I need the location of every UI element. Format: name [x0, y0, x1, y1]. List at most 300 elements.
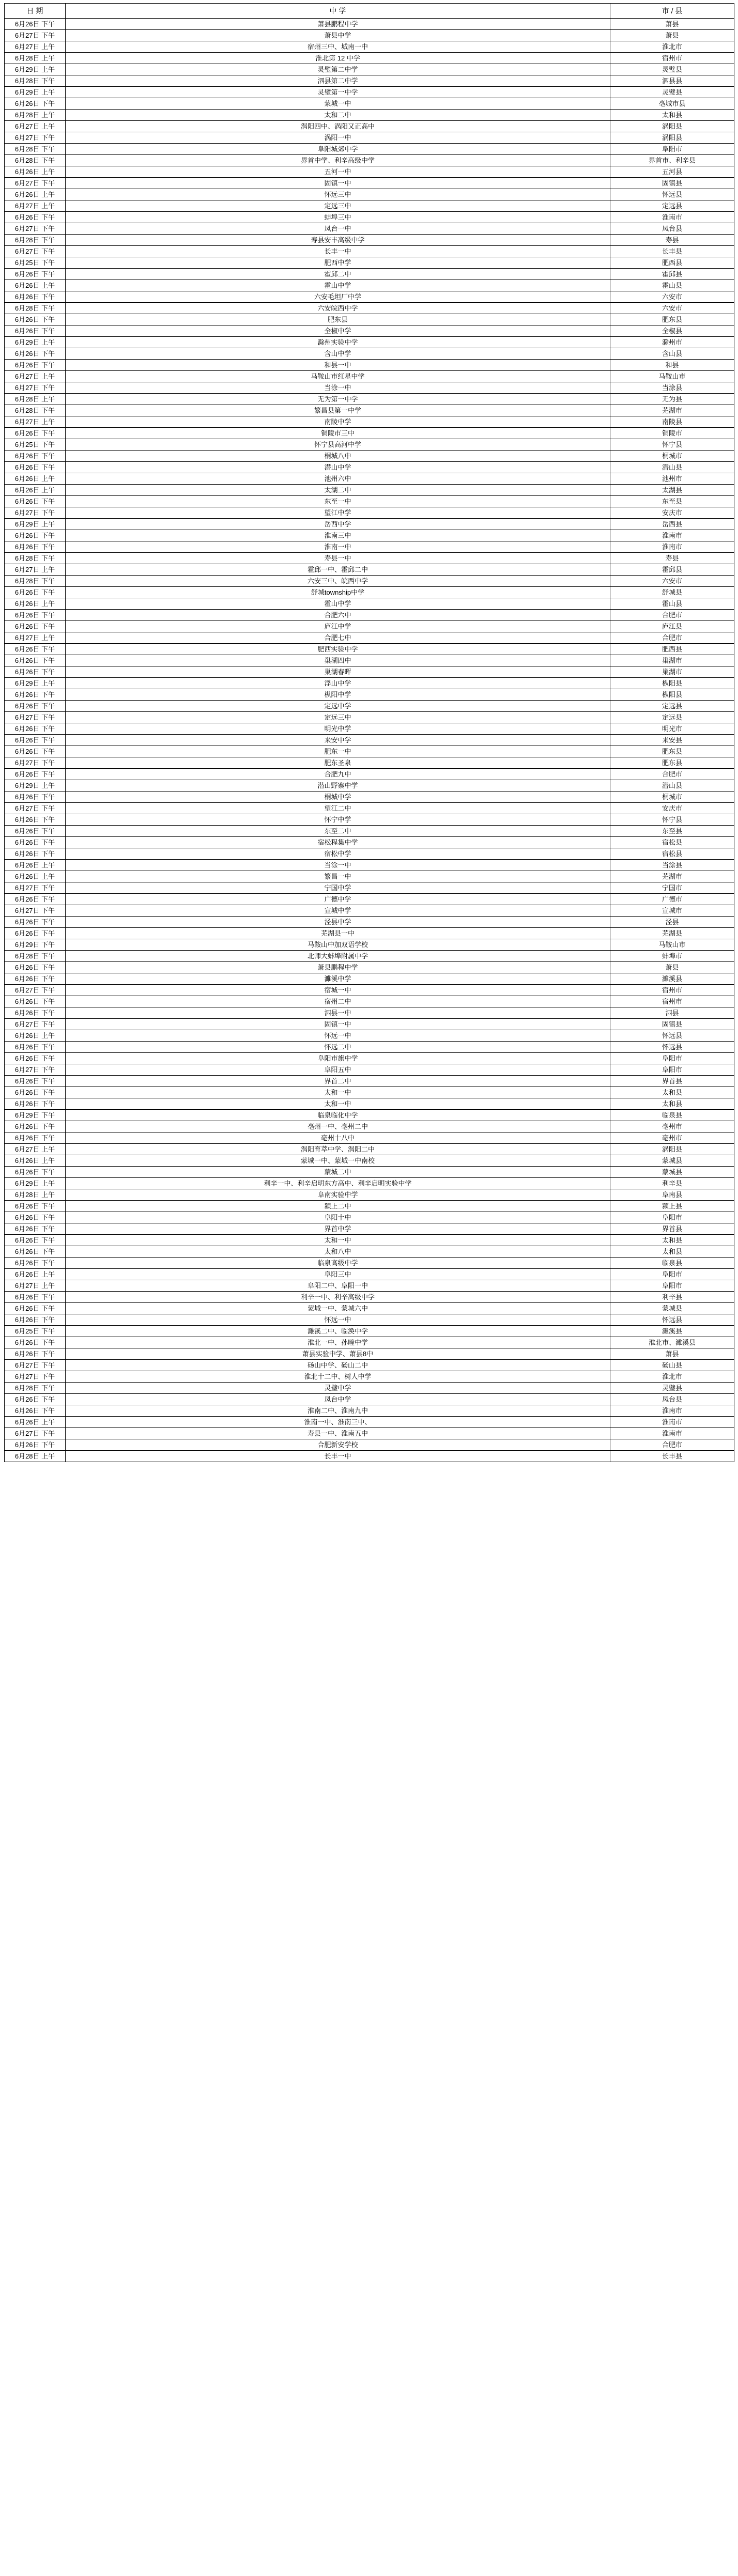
table-row: [5, 405, 734, 416]
cell-school: 桐城中学: [66, 792, 610, 803]
table-row: [5, 553, 734, 564]
cell-school: 阜阳十中: [66, 1212, 610, 1223]
table-row: [5, 1451, 734, 1462]
table-row: [5, 1110, 734, 1121]
cell-school: 怀远二中: [66, 1042, 610, 1053]
table-row: [5, 439, 734, 451]
cell-date: 6月26日 下午: [5, 1121, 66, 1132]
cell-school: 舒城township中学: [66, 587, 610, 598]
table-row: [5, 1201, 734, 1212]
table-row: [5, 530, 734, 541]
cell-date: 6月26日 下午: [5, 98, 66, 110]
cell-date: 6月27日 下午: [5, 382, 66, 394]
cell-date: 6月25日 下午: [5, 1326, 66, 1337]
cell-school: 蒙城一中、蒙城六中: [66, 1303, 610, 1314]
cell-city: 阜阳市: [610, 1064, 734, 1076]
cell-date: 6月26日 上午: [5, 189, 66, 200]
table-row: [5, 1155, 734, 1167]
cell-date: 6月27日 下午: [5, 30, 66, 41]
cell-city: 界首县: [610, 1223, 734, 1235]
cell-city: 枞阳县: [610, 689, 734, 701]
table-row: [5, 621, 734, 632]
cell-school: 濉溪二中、临涣中学: [66, 1326, 610, 1337]
cell-date: 6月26日 下午: [5, 655, 66, 666]
table-row: [5, 666, 734, 678]
cell-city: 安庆市: [610, 507, 734, 519]
cell-city: 桐城市: [610, 792, 734, 803]
cell-city: 肥西县: [610, 257, 734, 269]
cell-date: 6月26日 下午: [5, 1348, 66, 1360]
cell-date: 6月26日 上午: [5, 871, 66, 882]
cell-date: 6月29日 下午: [5, 1110, 66, 1121]
cell-school: 寿县安丰高级中学: [66, 235, 610, 246]
cell-date: 6月28日 下午: [5, 1383, 66, 1394]
cell-date: 6月28日 下午: [5, 235, 66, 246]
cell-date: 6月26日 下午: [5, 1212, 66, 1223]
cell-city: 蒙城县: [610, 1303, 734, 1314]
cell-city: 全椒县: [610, 325, 734, 337]
cell-city: 潜山县: [610, 780, 734, 792]
table-row: [5, 121, 734, 132]
cell-date: 6月26日 下午: [5, 1258, 66, 1269]
cell-school: 太和二中: [66, 110, 610, 121]
cell-city: 固镇县: [610, 1019, 734, 1030]
cell-school: 当涂一中: [66, 382, 610, 394]
schedule-table: [4, 3, 734, 1462]
cell-school: 潜山中学: [66, 462, 610, 473]
table-row: [5, 1042, 734, 1053]
table-row: [5, 655, 734, 666]
cell-date: 6月27日 下午: [5, 507, 66, 519]
cell-date: 6月28日 上午: [5, 53, 66, 64]
table-row: [5, 98, 734, 110]
cell-city: 阜阳市: [610, 1269, 734, 1280]
cell-school: 广德中学: [66, 894, 610, 905]
table-row: [5, 1030, 734, 1042]
cell-school: 巢湖四中: [66, 655, 610, 666]
cell-date: 6月26日 下午: [5, 621, 66, 632]
cell-date: 6月26日 上午: [5, 1155, 66, 1167]
cell-city: 凤台县: [610, 1394, 734, 1405]
cell-date: 6月26日 下午: [5, 212, 66, 223]
cell-school: 合肥六中: [66, 610, 610, 621]
cell-date: 6月27日 上午: [5, 200, 66, 212]
cell-school: 蒙城一中: [66, 98, 610, 110]
cell-date: 6月27日 下午: [5, 1428, 66, 1439]
table-row: [5, 382, 734, 394]
cell-school: 合肥九中: [66, 769, 610, 780]
cell-city: 亳州市: [610, 1121, 734, 1132]
table-row: [5, 780, 734, 792]
table-row: [5, 1087, 734, 1098]
cell-city: 泾县: [610, 917, 734, 928]
cell-school: 来安中学: [66, 735, 610, 746]
cell-school: 枞阳中学: [66, 689, 610, 701]
cell-city: 安庆市: [610, 803, 734, 814]
table-row: [5, 746, 734, 757]
cell-date: 6月27日 下午: [5, 246, 66, 257]
table-row: [5, 905, 734, 917]
cell-school: 马鞍山中加双语学校: [66, 939, 610, 951]
cell-date: 6月26日 下午: [5, 462, 66, 473]
cell-date: 6月26日 下午: [5, 644, 66, 655]
table-row: [5, 87, 734, 98]
cell-city: 霍山县: [610, 280, 734, 291]
cell-date: 6月27日 上午: [5, 632, 66, 644]
cell-city: 马鞍山市: [610, 371, 734, 382]
cell-city: 阜阳市: [610, 1280, 734, 1292]
cell-city: 寿县: [610, 553, 734, 564]
table-row: [5, 848, 734, 860]
cell-school: 定远三中: [66, 200, 610, 212]
table-row: [5, 166, 734, 178]
cell-school: 宿州三中、城南一中: [66, 41, 610, 53]
cell-city: 宿州市: [610, 985, 734, 996]
cell-date: 6月29日 上午: [5, 64, 66, 75]
cell-city: 巢湖市: [610, 666, 734, 678]
cell-city: 合肥市: [610, 769, 734, 780]
cell-date: 6月26日 下午: [5, 1314, 66, 1326]
cell-city: 霍邱县: [610, 564, 734, 576]
cell-school: 临泉高级中学: [66, 1258, 610, 1269]
cell-date: 6月26日 下午: [5, 1292, 66, 1303]
cell-school: 怀宁县高河中学: [66, 439, 610, 451]
cell-city: 怀宁县: [610, 439, 734, 451]
cell-city: 宿州市: [610, 53, 734, 64]
cell-date: 6月28日 上午: [5, 394, 66, 405]
cell-date: 6月27日 上午: [5, 121, 66, 132]
table-row: [5, 269, 734, 280]
cell-school: 太和一中: [66, 1235, 610, 1246]
cell-school: 灵璧中学: [66, 1383, 610, 1394]
cell-date: 6月26日 下午: [5, 1246, 66, 1258]
table-row: [5, 1292, 734, 1303]
cell-city: 寿县: [610, 235, 734, 246]
cell-date: 6月26日 下午: [5, 996, 66, 1007]
cell-date: 6月26日 下午: [5, 973, 66, 985]
cell-date: 6月26日 下午: [5, 314, 66, 325]
table-row: [5, 803, 734, 814]
table-row: [5, 894, 734, 905]
cell-date: 6月27日 下午: [5, 1064, 66, 1076]
cell-city: 巢湖市: [610, 655, 734, 666]
cell-school: 淮北十二中、树人中学: [66, 1371, 610, 1383]
cell-school: 宣城中学: [66, 905, 610, 917]
cell-city: 长丰县: [610, 1451, 734, 1462]
table-row: [5, 1360, 734, 1371]
table-row: [5, 1076, 734, 1087]
table-body: [5, 19, 734, 1462]
table-row: [5, 962, 734, 973]
cell-school: 潜山野寨中学: [66, 780, 610, 792]
table-row: [5, 485, 734, 496]
cell-school: 和县一中: [66, 360, 610, 371]
cell-date: 6月26日 上午: [5, 1417, 66, 1428]
cell-date: 6月27日 下午: [5, 757, 66, 769]
table-row: [5, 769, 734, 780]
cell-school: 固镇一中: [66, 178, 610, 189]
cell-school: 利辛一中、利辛高级中学: [66, 1292, 610, 1303]
cell-school: 望江二中: [66, 803, 610, 814]
table-row: [5, 610, 734, 621]
table-row: [5, 53, 734, 64]
cell-city: 涡阳县: [610, 121, 734, 132]
cell-date: 6月29日 上午: [5, 87, 66, 98]
cell-school: 巢湖春晖: [66, 666, 610, 678]
cell-date: 6月26日 下午: [5, 1405, 66, 1417]
cell-date: 6月26日 下午: [5, 735, 66, 746]
cell-date: 6月26日 下午: [5, 1098, 66, 1110]
cell-city: 宣城市: [610, 905, 734, 917]
cell-city: 来安县: [610, 735, 734, 746]
cell-city: 芜湖市: [610, 871, 734, 882]
table-row: [5, 337, 734, 348]
cell-date: 6月26日 下午: [5, 1201, 66, 1212]
cell-school: 东至一中: [66, 496, 610, 507]
cell-date: 6月26日 下午: [5, 1087, 66, 1098]
table-row: [5, 985, 734, 996]
table-row: [5, 200, 734, 212]
cell-date: 6月26日 下午: [5, 792, 66, 803]
cell-city: 涡阳县: [610, 132, 734, 144]
cell-city: 蒙城县: [610, 1155, 734, 1167]
cell-school: 太和一中: [66, 1098, 610, 1110]
table-row: [5, 871, 734, 882]
cell-city: 淮南市: [610, 541, 734, 553]
cell-school: 亳州一中、亳州二中: [66, 1121, 610, 1132]
cell-city: 宁国市: [610, 882, 734, 894]
cell-school: 铜陵市三中: [66, 428, 610, 439]
table-row: [5, 939, 734, 951]
cell-date: 6月26日 下午: [5, 826, 66, 837]
cell-date: 6月27日 下午: [5, 1019, 66, 1030]
cell-date: 6月26日 下午: [5, 837, 66, 848]
cell-school: 怀远一中: [66, 1030, 610, 1042]
cell-city: 界首县: [610, 1076, 734, 1087]
table-row: [5, 1144, 734, 1155]
cell-date: 6月28日 下午: [5, 303, 66, 314]
table-row: [5, 1007, 734, 1019]
cell-school: 亳州十八中: [66, 1132, 610, 1144]
table-row: [5, 1019, 734, 1030]
table-row: [5, 951, 734, 962]
cell-city: 当涂县: [610, 382, 734, 394]
cell-city: 阜南县: [610, 1189, 734, 1201]
table-row: [5, 144, 734, 155]
table-row: [5, 792, 734, 803]
cell-date: 6月26日 上午: [5, 1269, 66, 1280]
table-header-row: [5, 4, 734, 19]
cell-school: 淮南二中、淮南九中: [66, 1405, 610, 1417]
table-row: [5, 428, 734, 439]
cell-school: 涡阳四中、涡阳又正高中: [66, 121, 610, 132]
table-row: [5, 1326, 734, 1337]
cell-city: 合肥市: [610, 610, 734, 621]
cell-date: 6月27日 上午: [5, 371, 66, 382]
cell-city: 太和县: [610, 1246, 734, 1258]
cell-school: 北师大蚌埠附属中学: [66, 951, 610, 962]
table-row: [5, 1132, 734, 1144]
table-row: [5, 280, 734, 291]
cell-school: 长丰一中: [66, 1451, 610, 1462]
cell-date: 6月26日 下午: [5, 689, 66, 701]
cell-school: 霍山中学: [66, 598, 610, 610]
cell-city: 亳州市: [610, 1132, 734, 1144]
cell-date: 6月26日 下午: [5, 917, 66, 928]
table-row: [5, 860, 734, 871]
table-row: [5, 882, 734, 894]
cell-school: 怀宁中学: [66, 814, 610, 826]
table-row: [5, 1258, 734, 1269]
table-row: [5, 235, 734, 246]
cell-city: 利辛县: [610, 1292, 734, 1303]
cell-city: 怀远县: [610, 189, 734, 200]
cell-city: 和县: [610, 360, 734, 371]
table-row: [5, 1053, 734, 1064]
cell-date: 6月27日 下午: [5, 985, 66, 996]
cell-school: 濉溪中学: [66, 973, 610, 985]
cell-city: 淮南市: [610, 212, 734, 223]
cell-date: 6月26日 下午: [5, 610, 66, 621]
cell-date: 6月26日 下午: [5, 894, 66, 905]
cell-city: 无为县: [610, 394, 734, 405]
cell-school: 望江中学: [66, 507, 610, 519]
cell-school: 肥西中学: [66, 257, 610, 269]
cell-school: 灵璧第一中学: [66, 87, 610, 98]
cell-city: 桐城市: [610, 451, 734, 462]
cell-school: 六安皖西中学: [66, 303, 610, 314]
cell-date: 6月26日 下午: [5, 723, 66, 735]
table-row: [5, 178, 734, 189]
table-row: [5, 64, 734, 75]
cell-date: 6月26日 上午: [5, 1030, 66, 1042]
cell-school: 池州六中: [66, 473, 610, 485]
table-row: [5, 757, 734, 769]
cell-school: 东至二中: [66, 826, 610, 837]
table-row: [5, 576, 734, 587]
cell-city: 肥东县: [610, 746, 734, 757]
cell-city: 固镇县: [610, 178, 734, 189]
cell-city: 蒙城县: [610, 1167, 734, 1178]
cell-city: 霍邱县: [610, 269, 734, 280]
table-row: [5, 1064, 734, 1076]
table-row: [5, 587, 734, 598]
cell-school: 繁昌一中: [66, 871, 610, 882]
table-row: [5, 155, 734, 166]
cell-school: 涡阳一中: [66, 132, 610, 144]
cell-school: 蒙城一中、蒙城一中南校: [66, 1155, 610, 1167]
cell-city: 阜阳市: [610, 1053, 734, 1064]
table-row: [5, 303, 734, 314]
cell-city: 当涂县: [610, 860, 734, 871]
table-row: [5, 1212, 734, 1223]
cell-school: 肥东圣泉: [66, 757, 610, 769]
cell-date: 6月27日 上午: [5, 1280, 66, 1292]
cell-city: 太湖县: [610, 485, 734, 496]
cell-city: 广德市: [610, 894, 734, 905]
cell-city: 宿松县: [610, 837, 734, 848]
cell-school: 界首中学: [66, 1223, 610, 1235]
cell-school: 颍上二中: [66, 1201, 610, 1212]
cell-city: 芜湖县: [610, 928, 734, 939]
cell-date: 6月26日 上午: [5, 166, 66, 178]
cell-date: 6月26日 下午: [5, 1223, 66, 1235]
cell-date: 6月26日 下午: [5, 666, 66, 678]
cell-date: 6月26日 下午: [5, 1303, 66, 1314]
table-row: [5, 1269, 734, 1280]
table-row: [5, 1178, 734, 1189]
table-row: [5, 632, 734, 644]
cell-city: 肥东县: [610, 757, 734, 769]
table-row: [5, 1371, 734, 1383]
cell-city: 临泉县: [610, 1110, 734, 1121]
cell-city: 濉溪县: [610, 973, 734, 985]
cell-school: 太湖二中: [66, 485, 610, 496]
table-head: [5, 4, 734, 19]
table-row: [5, 598, 734, 610]
cell-school: 岳西中学: [66, 519, 610, 530]
cell-school: 固镇一中: [66, 1019, 610, 1030]
cell-city: 蚌埠市: [610, 951, 734, 962]
cell-city: 淮北市、濉溪县: [610, 1337, 734, 1348]
cell-school: 含山中学: [66, 348, 610, 360]
table-row: [5, 564, 734, 576]
cell-school: 芜湖县一中: [66, 928, 610, 939]
table-row: [5, 507, 734, 519]
cell-school: 定远三中: [66, 712, 610, 723]
cell-school: 怀远三中: [66, 189, 610, 200]
cell-date: 6月26日 下午: [5, 701, 66, 712]
cell-date: 6月26日 下午: [5, 962, 66, 973]
column-header-city: 市 / 县: [610, 4, 734, 19]
cell-date: 6月28日 上午: [5, 1189, 66, 1201]
table-row: [5, 1394, 734, 1405]
cell-date: 6月26日 下午: [5, 1337, 66, 1348]
cell-school: 临泉临化中学: [66, 1110, 610, 1121]
cell-city: 怀宁县: [610, 814, 734, 826]
cell-school: 宿松程集中学: [66, 837, 610, 848]
table-row: [5, 996, 734, 1007]
cell-city: 枞阳县: [610, 678, 734, 689]
table-row: [5, 1337, 734, 1348]
table-row: [5, 541, 734, 553]
cell-school: 淮北一中、孙疃中学: [66, 1337, 610, 1348]
cell-city: 阜阳市: [610, 1212, 734, 1223]
table-row: [5, 451, 734, 462]
cell-school: 砀山中学、砀山二中: [66, 1360, 610, 1371]
cell-date: 6月28日 上午: [5, 110, 66, 121]
cell-date: 6月27日 上午: [5, 41, 66, 53]
cell-city: 合肥市: [610, 632, 734, 644]
cell-city: 庐江县: [610, 621, 734, 632]
table-row: [5, 644, 734, 655]
table-row: [5, 348, 734, 360]
cell-city: 太和县: [610, 1087, 734, 1098]
cell-school: 定远中学: [66, 701, 610, 712]
cell-school: 长丰一中: [66, 246, 610, 257]
table-row: [5, 1223, 734, 1235]
cell-school: 界首中学、利辛高级中学: [66, 155, 610, 166]
table-row: [5, 928, 734, 939]
cell-school: 淮南一中、淮南三中、: [66, 1417, 610, 1428]
table-row: [5, 246, 734, 257]
table-row: [5, 917, 734, 928]
cell-school: 阜阳二中、阜阳一中: [66, 1280, 610, 1292]
cell-school: 涡阳育萃中学、涡阳二中: [66, 1144, 610, 1155]
table-row: [5, 496, 734, 507]
table-row: [5, 723, 734, 735]
cell-date: 6月28日 下午: [5, 155, 66, 166]
